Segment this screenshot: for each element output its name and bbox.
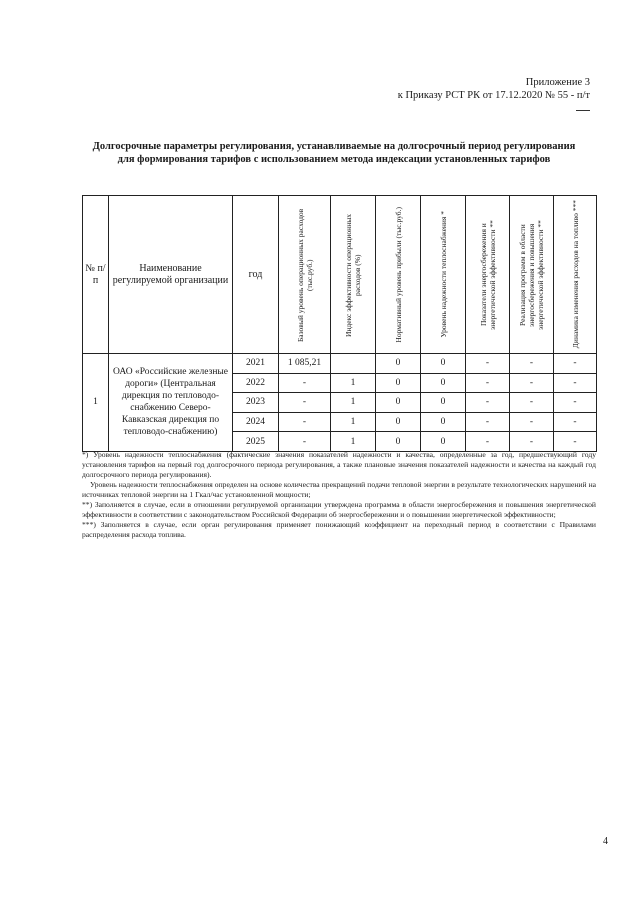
- cell-profit-level: 0: [376, 354, 421, 374]
- cell-base-cost: -: [279, 393, 331, 413]
- header-dash: [576, 110, 590, 111]
- cell-profit-level: 0: [376, 432, 421, 452]
- cell-energy-indicators: -: [466, 393, 510, 413]
- header-organization: Наименование регулируемой организации: [109, 196, 233, 354]
- cell-efficiency-index: 1: [331, 432, 376, 452]
- cell-energy-indicators: -: [466, 373, 510, 393]
- cell-reliability: 0: [421, 354, 466, 374]
- cell-profit-level: 0: [376, 373, 421, 393]
- table-header-row: [83, 196, 597, 354]
- cell-energy-indicators: -: [466, 354, 510, 374]
- cell-fuel-dynamics: -: [554, 412, 597, 432]
- cell-reliability: 0: [421, 393, 466, 413]
- page-number: 4: [603, 836, 608, 847]
- footnote-reliability: *) Уровень надежности теплоснабжения (фактические значения показателей надежности и качества, определенные за год, предшествующий году установления тарифов на первый год долгосрочного периода регулирования, а также плановые значения показателей надежности и качества на каждый год долгосрочного периода регулирования).: [82, 450, 596, 479]
- appendix-label: Приложение 3: [525, 77, 590, 88]
- header-profit-level: Нормативный уровень прибыли (тыс.руб.): [376, 196, 421, 354]
- document-title: Долгосрочные параметры регулирования, устанавливаемые на долгосрочный период регулирования для формирования тарифов с использованием метода индексации установленных тарифов: [92, 141, 576, 165]
- cell-efficiency-index: 1: [331, 393, 376, 413]
- header-num: № п/п: [83, 196, 109, 354]
- cell-year: 2021: [233, 354, 279, 374]
- cell-efficiency-index: 1: [331, 373, 376, 393]
- header-program: Реализация программ в области энергосбережения и повышения энергетической эффективности **: [510, 196, 554, 354]
- header-reliability: Уровень надежности теплоснабжения *: [421, 196, 466, 354]
- cell-base-cost: 1 085,21: [279, 354, 331, 374]
- cell-year: 2024: [233, 412, 279, 432]
- cell-fuel-dynamics: -: [554, 373, 597, 393]
- footnote-fuel: ***) Заполняется в случае, если орган регулирования применяет понижающий коэффициент на переходный период в соответствии с Правилами распределения расхода топлива.: [82, 520, 596, 539]
- footnote-energy-program: **) Заполняется в случае, если в отношении регулируемой организации утверждена программа в области энергосбережения и повышения энергетической эффективности в соответствии с законодательством Российской Федерации об энергосбережении и о повышении энергетической эффективности;: [82, 500, 596, 519]
- cell-reliability: 0: [421, 432, 466, 452]
- cell-profit-level: 0: [376, 412, 421, 432]
- cell-energy-indicators: -: [466, 412, 510, 432]
- header-base-cost: Базовый уровень операционных расходов (тыс.руб.): [279, 196, 331, 354]
- cell-year: 2023: [233, 393, 279, 413]
- cell-program: -: [510, 432, 554, 452]
- cell-base-cost: -: [279, 373, 331, 393]
- table-row: [83, 354, 597, 374]
- cell-program: -: [510, 373, 554, 393]
- cell-year: 2025: [233, 432, 279, 452]
- parameters-table: [82, 195, 597, 452]
- cell-efficiency-index: [331, 354, 376, 374]
- cell-reliability: 0: [421, 373, 466, 393]
- order-reference: к Приказу РСТ РК от 17.12.2020 № 55 - п/т: [397, 90, 590, 101]
- footnote-reliability-detail: Уровень надежности теплоснабжения определен на основе количества прекращений подачи тепловой энергии в результате технологических нарушений на источниках тепловой энергии на 1 Гкал/час установленной мощности;: [82, 480, 596, 499]
- header-energy-indicators: Показатели энергосбережения и энергетической эффективности **: [466, 196, 510, 354]
- organization-name: ОАО «Российские железные дороги» (Центральная дирекция по тепловодо-снабжению Северо-Кавказская дирекция по тепловодо-снабжению): [109, 354, 233, 452]
- cell-program: -: [510, 393, 554, 413]
- header-efficiency-index: Индекс эффективности операционных расходов (%): [331, 196, 376, 354]
- cell-base-cost: -: [279, 412, 331, 432]
- cell-program: -: [510, 354, 554, 374]
- cell-fuel-dynamics: -: [554, 354, 597, 374]
- cell-profit-level: 0: [376, 393, 421, 413]
- header-fuel-dynamics: Динамика изменения расходов на топливо ***: [554, 196, 597, 354]
- cell-program: -: [510, 412, 554, 432]
- appendix-header: [398, 76, 590, 102]
- cell-base-cost: -: [279, 432, 331, 452]
- cell-reliability: 0: [421, 412, 466, 432]
- cell-energy-indicators: -: [466, 432, 510, 452]
- cell-year: 2022: [233, 373, 279, 393]
- cell-fuel-dynamics: -: [554, 393, 597, 413]
- footnotes: [82, 450, 596, 540]
- cell-fuel-dynamics: -: [554, 432, 597, 452]
- cell-efficiency-index: 1: [331, 412, 376, 432]
- header-year: год: [233, 196, 279, 354]
- row-number: 1: [83, 354, 109, 452]
